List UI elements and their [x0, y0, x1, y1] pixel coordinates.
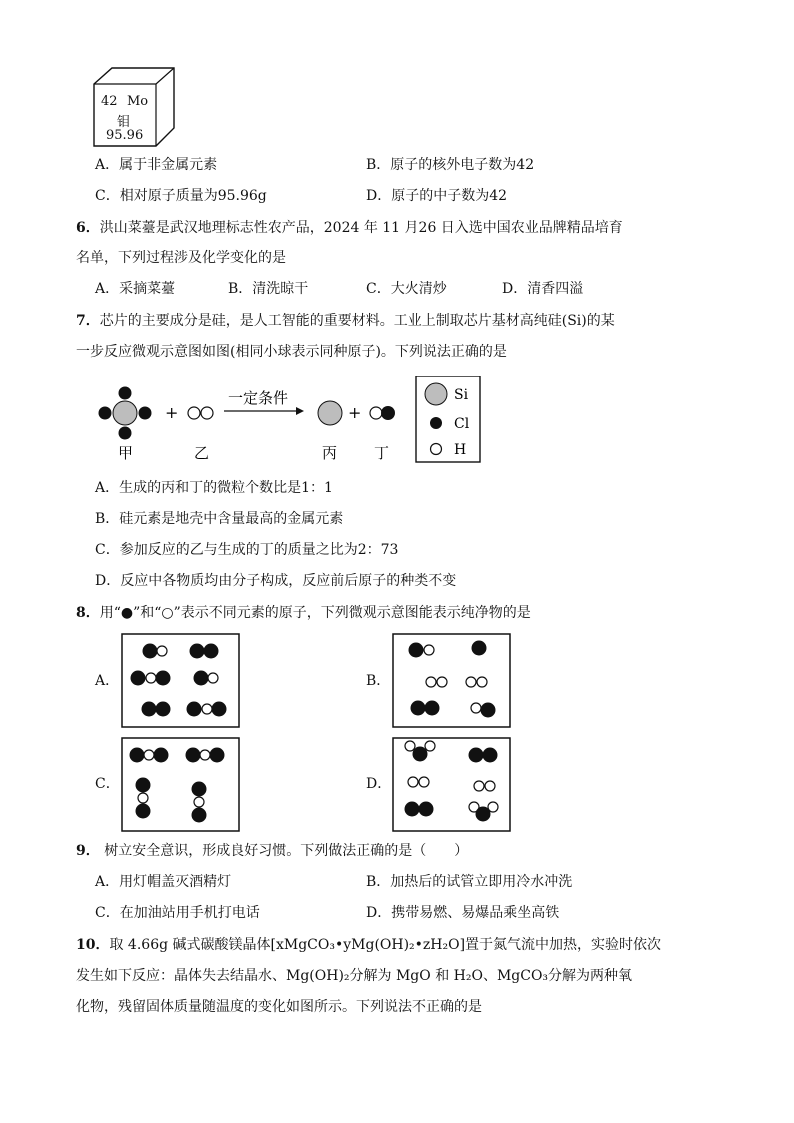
q8-label-c: C．	[95, 776, 120, 792]
legend-h: H	[454, 442, 467, 458]
legend-cl: Cl	[454, 416, 470, 432]
q10-number: 10．	[76, 937, 110, 953]
legend-si: Si	[454, 387, 469, 403]
element-mass: 95.96	[106, 128, 144, 143]
q10-stem-line2: 发生如下反应：晶体失去结晶水、Mg(OH)₂分解为 MgO 和 H₂O、MgCO₃分解为两种氧	[76, 968, 633, 984]
q7-number: 7．	[76, 313, 100, 329]
q7-option-b: B．硅元素是地壳中含量最高的金属元素	[95, 511, 344, 527]
element-number: 42	[101, 94, 118, 109]
plus-2: +	[348, 403, 362, 422]
q9-option-c: C．在加油站用手机打电话	[95, 905, 260, 921]
q5-option-b: B．原子的核外电子数为42	[366, 157, 535, 173]
label-jia: 甲	[118, 444, 134, 462]
q8-number: 8．	[76, 605, 100, 621]
molecule-ding	[370, 406, 395, 420]
legend	[416, 376, 480, 462]
q5-option-c: C．相对原子质量为95.96g	[95, 188, 267, 204]
q6-stem-line1: 6．洪山菜薹是武汉地理标志性农产品，2024 年 11 月26 日入选中国农业品牌精品培育	[76, 220, 623, 236]
molecule-bing	[318, 401, 342, 425]
element-name: 钼	[117, 115, 131, 130]
q6-option-a: A．采摘菜薹	[95, 281, 176, 297]
q8-label-d: D．	[366, 776, 392, 792]
element-symbol: Mo	[127, 94, 149, 109]
q9-option-d: D．携带易燃、易爆品乘坐高铁	[366, 905, 560, 921]
q8-box-d	[392, 737, 512, 833]
q7-option-c: C．参加反应的乙与生成的丁的质量之比为2：73	[95, 542, 399, 558]
q7-option-a: A．生成的丙和丁的微粒个数比是1：1	[95, 480, 333, 496]
molecule-jia	[99, 387, 152, 440]
label-ding: 丁	[374, 444, 390, 462]
q9-number: 9．	[76, 843, 100, 859]
q5-option-a: A．属于非金属元素	[95, 157, 218, 173]
q7-option-d: D．反应中各物质均由分子构成，反应前后原子的种类不变	[95, 573, 457, 589]
label-yi: 乙	[194, 444, 210, 462]
q8-box-a	[121, 633, 241, 729]
plus-1: +	[165, 403, 179, 422]
molecule-yi	[188, 407, 213, 419]
q10-stem-line3: 化物，残留固体质量随温度的变化如图所示。下列说法不正确的是	[76, 999, 482, 1015]
q8-box-b	[392, 633, 512, 729]
q9-option-a: A．用灯帽盖灭酒精灯	[95, 874, 232, 890]
q6-stem-line2: 名单，下列过程涉及化学变化的是	[76, 250, 286, 266]
q7-reaction-diagram	[90, 376, 510, 468]
label-bing: 丙	[322, 444, 338, 462]
q6-option-c: C．大火清炒	[366, 281, 447, 297]
q10-stem-line1: 10．取 4.66g 碱式碳酸镁晶体[xMgCO₃•yMg(OH)₂•zH₂O]置于氮气流中加热，实验时依次	[76, 937, 662, 953]
q6-number: 6．	[76, 220, 100, 236]
q8-label-a: A．	[95, 673, 120, 689]
q5-option-d: D．原子的中子数为42	[366, 188, 508, 204]
q6-option-b: B．清洗晾干	[228, 281, 309, 297]
q7-stem-line1: 7．芯片的主要成分是硅，是人工智能的重要材料。工业上制取芯片基材高纯硅(Si)的某	[76, 313, 615, 329]
reaction-condition: 一定条件	[228, 389, 289, 407]
q6-option-d: D．清香四溢	[502, 281, 584, 297]
q9-stem: 9． 树立安全意识，形成良好习惯。下列做法正确的是（ ）	[76, 843, 469, 859]
q9-option-b: B．加热后的试管立即用冷水冲洗	[366, 874, 573, 890]
q8-label-b: B．	[366, 673, 391, 689]
q8-stem: 8．用“●”和“○”表示不同元素的原子，下列微观示意图能表示纯净物的是	[76, 605, 531, 621]
q8-box-c	[121, 737, 241, 833]
q7-stem-line2: 一步反应微观示意图如图(相同小球表示同种原子)。下列说法正确的是	[76, 344, 507, 360]
